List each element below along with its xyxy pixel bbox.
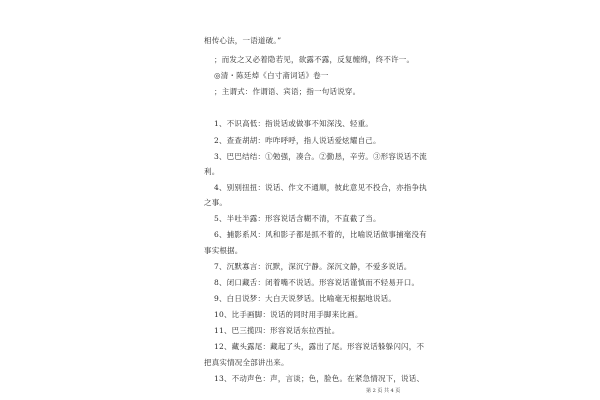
text-line: 事实根据。 [204,246,243,255]
text-line: 11、巴三揽四：形容说话东拉西扯。 [214,326,340,335]
text-line: ◎清・陈廷焯《白寸斋词话》卷一 [214,71,329,80]
text-line: 6、捕影系风：风和影子都是抓不着的，比喻说话做事捕毫没有 [214,230,427,239]
text-line: 13、不动声色：声，言谈；色，脸色。在紧急情况下，说话、 [214,374,425,383]
text-line: 10、比手画脚：说话的同时用手脚来比画。 [214,310,363,319]
text-line: 12、藏头露尾：藏起了头，露出了尾。形容说话躲躲闪闪，不 [214,342,425,351]
text-line: 9、白日说梦：大白天说梦话。比喻毫无根据地说话。 [214,294,397,303]
text-line: 相传心法，一语道破。” [204,36,282,45]
text-line: 8、闭口藏舌：闭着嘴不说话。形容说话谨慎而不轻易开口。 [214,278,420,287]
text-line: ；而发之又必着隐若见，欲露不露，反复缠绵，终不许一。 [214,55,415,64]
text-line: 之事。 [204,198,228,207]
text-line: 5、半吐半露：形容说话含糊不清，不直截了当。 [214,214,381,223]
text-line: 7、沉默寡言：沉默，深沉宁静。深沉文静，不爱多说话。 [214,262,412,271]
page-number-footer: 第 2 页 共 4 页 [366,388,401,394]
text-line: 4、别别扭扭：说话、作文不通顺，彼此意见不投合，亦指争执 [214,183,427,192]
text-line: 2、查查胡胡：咋咋呼呼，指人说话爱炫耀自己。 [214,136,381,145]
text-line: 3、巴巴结结：①勉强，凑合。②勤恳，辛劳。③形容说话不流 [214,152,427,161]
text-line: 利。 [204,167,220,176]
text-line: 1、不识高低：指说话或做事不知深浅、轻重。 [214,119,373,128]
text-line: 把真实情况全部讲出来。 [204,358,289,367]
text-line: ；主谓式：作谓语、宾语；指一句话说穿。 [214,87,361,96]
